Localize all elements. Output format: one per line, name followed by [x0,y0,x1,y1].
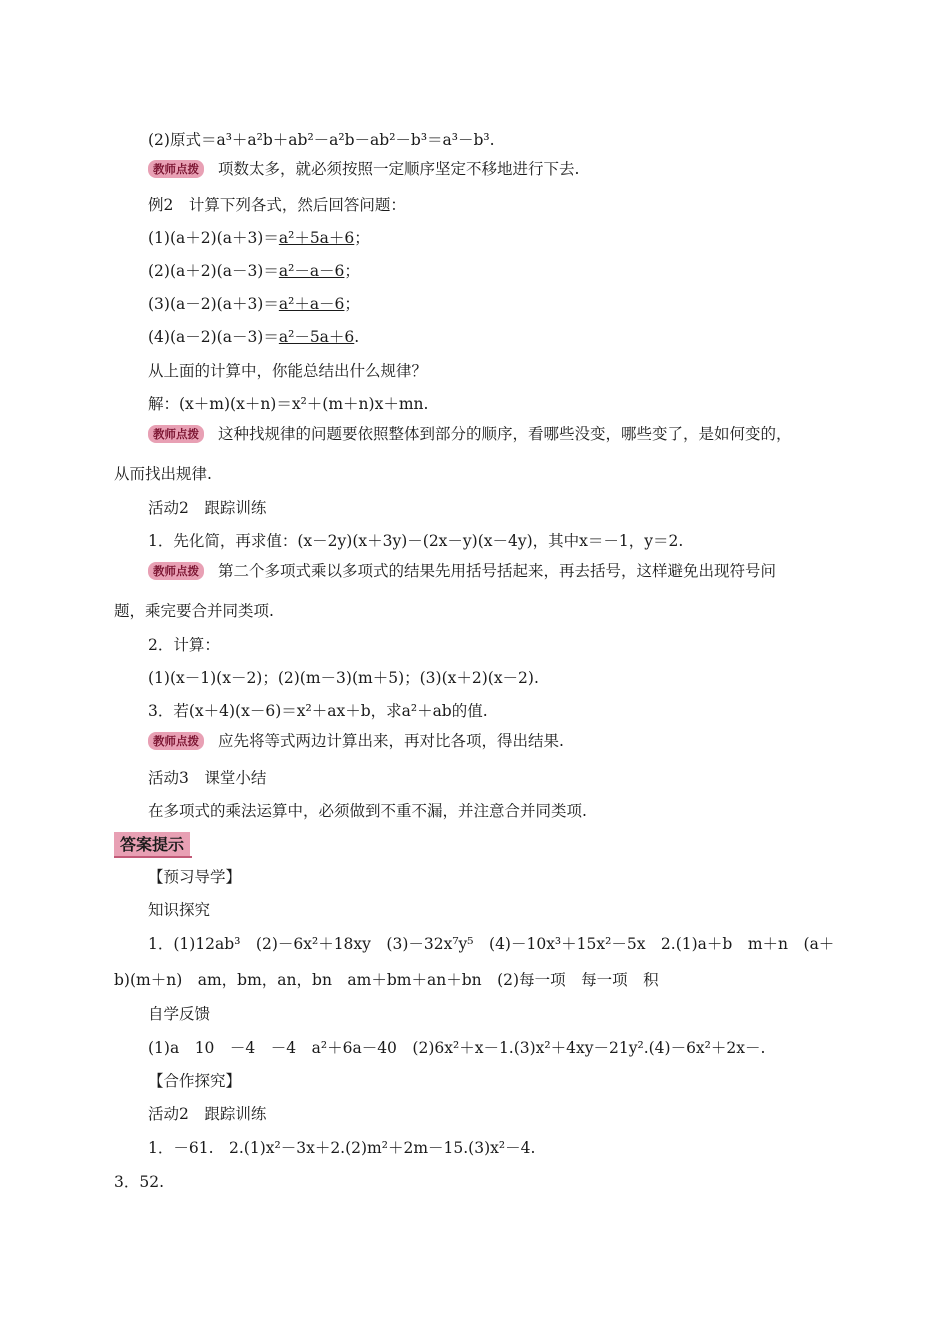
teacher-tip-badge: 教师点拨 [148,425,204,443]
answer-line-2: b)(m＋n) am，bm，an，bn am＋bm＋an＋bn (2)每一项 每一项 积 [114,971,659,989]
preview-heading: 【预习导学】 [148,868,242,886]
item-answer: a²－5a＋6 [278,328,355,346]
item-answer: a²＋5a＋6 [278,229,355,247]
teacher-tip-3-continued: 题，乘完要合并同类项. [114,602,274,620]
item-expression: (2)(a＋2)(a－3)＝ [148,262,279,280]
teacher-tip-text: 第二个多项式乘以多项式的结果先用括号括起来，再去括号，这样避免出现符号问 [218,562,777,580]
item-answer: a²－a－6 [278,262,345,280]
teacher-tip-badge: 教师点拨 [148,732,204,750]
example-2-heading: 例2 计算下列各式，然后回答问题： [148,196,406,214]
example-2-item-3 [148,293,360,315]
teacher-tip-1 [148,158,579,180]
item-answer: a²＋a－6 [278,295,345,313]
teacher-tip-2-continued: 从而找出规律. [114,465,212,483]
solution-step-2: (2)原式＝a³＋a²b＋ab²－a²b－ab²－b³＝a³－b³. [148,131,495,149]
item-punct: ； [354,229,370,247]
item-punct: ； [344,262,360,280]
exercise-2-items: (1)(x－1)(x－2)；(2)(m－3)(m＋5)；(3)(x＋2)(x－2). [148,669,539,687]
summary-text: 在多项式的乘法运算中，必须做到不重不漏，并注意合并同类项. [148,802,587,820]
section-underline [114,856,192,858]
solution-text: 解：(x＋m)(x＋n)＝x²＋(m＋n)x＋mn. [148,395,429,413]
teacher-tip-text: 项数太多，就必须按照一定顺序坚定不移地进行下去. [218,160,580,178]
feedback-heading: 自学反馈 [148,1005,211,1023]
example-2-item-2 [148,260,360,282]
exercise-1: 1．先化简，再求值：(x－2y)(x＋3y)－(2x－y)(x－4y)，其中x＝－1，y＝2. [148,532,684,550]
item-punct: ； [344,295,360,313]
feedback-answers: (1)a 10 －4 －4 a²＋6a－40 (2)6x²＋x－1.(3)x²＋4xy－21y².(4)－6x²＋2x－. [148,1039,766,1057]
example-2-item-4 [148,326,359,348]
activity-2-heading: 活动2 跟踪训练 [148,499,267,517]
activity-2-answer-3: 3．52. [114,1173,165,1191]
item-punct: . [354,328,360,346]
item-expression: (4)(a－2)(a－3)＝ [148,328,279,346]
exercise-3: 3．若(x＋4)(x－6)＝x²＋ax＋b，求a²＋ab的值. [148,702,488,720]
activity-3-heading: 活动3 课堂小结 [148,769,267,787]
teacher-tip-3 [148,560,776,582]
activity-2-answer-heading: 活动2 跟踪训练 [148,1105,267,1123]
item-expression: (1)(a＋2)(a＋3)＝ [148,229,279,247]
example-2-item-1 [148,227,370,249]
cooperate-heading: 【合作探究】 [148,1072,242,1090]
activity-2-answers: 1．－61. 2.(1)x²－3x＋2.(2)m²＋2m－15.(3)x²－4. [148,1139,536,1157]
teacher-tip-badge: 教师点拨 [148,160,204,178]
answer-line-1: 1．(1)12ab³ (2)－6x²＋18xy (3)－32x⁷y⁵ (4)－10x³＋15x²－5x 2.(1)a＋b m＋n (a＋ [148,935,835,953]
knowledge-heading: 知识探究 [148,901,211,919]
teacher-tip-4 [148,730,564,752]
question-text: 从上面的计算中，你能总结出什么规律？ [148,362,428,380]
teacher-tip-text: 这种找规律的问题要依照整体到部分的顺序，看哪些没变，哪些变了，是如何变的， [218,425,792,443]
teacher-tip-text: 应先将等式两边计算出来，再对比各项，得出结果. [218,732,564,750]
item-expression: (3)(a－2)(a＋3)＝ [148,295,279,313]
teacher-tip-2 [148,423,792,445]
teacher-tip-badge: 教师点拨 [148,562,204,580]
answer-hints-header: 答案提示 [114,832,190,858]
exercise-2: 2．计算： [148,636,220,654]
